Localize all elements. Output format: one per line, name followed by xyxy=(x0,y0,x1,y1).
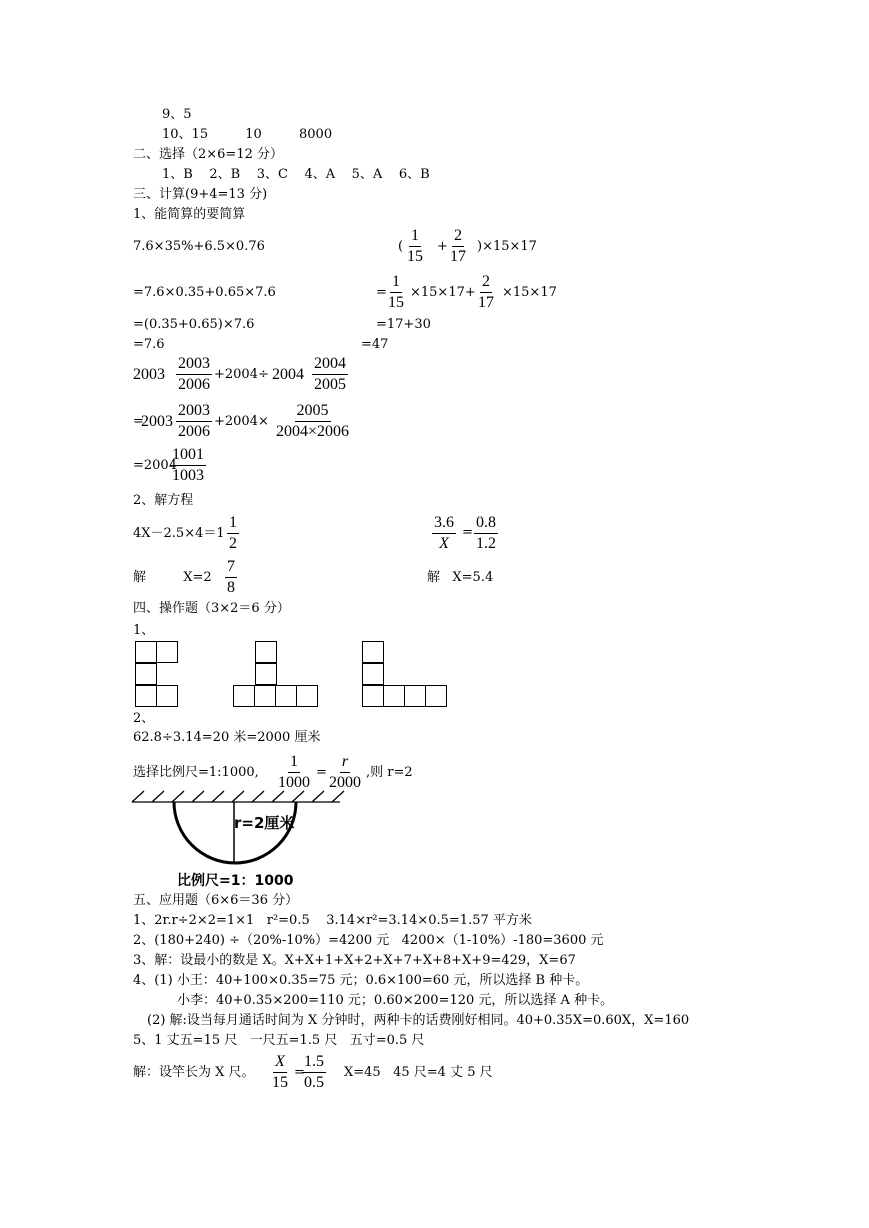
calc2-close: )×15×17 xyxy=(477,239,537,254)
sub-heading-2: 2、解方程 xyxy=(133,493,194,508)
fraction-1-2: $\frac{1}{2}$ xyxy=(229,514,237,552)
net-cell xyxy=(156,685,178,707)
net-cell xyxy=(425,685,447,707)
calc3-mid: +2004× xyxy=(214,414,269,429)
calc2-line3: =17+30 xyxy=(376,317,431,332)
net-cell xyxy=(275,685,297,707)
calc2-open-paren: ( xyxy=(398,239,404,254)
equation-1: 4X－2.5×4＝1 xyxy=(133,526,225,541)
net-cell xyxy=(254,685,276,707)
fraction-1001-1003: $\frac{1001}{1003}$ xyxy=(172,446,204,484)
net-cell xyxy=(404,685,426,707)
radius-label: r=2厘米 xyxy=(234,814,295,832)
application-4b: 小李：40+0.35×200=110 元；0.60×200=120 元，所以选择 A 种卡。 xyxy=(177,993,614,1008)
operation-2-result: ,则 r=2 xyxy=(366,765,413,780)
calc1-line1: 7.6×35%+6.5×0.76 xyxy=(133,239,265,254)
equation-2-solution: 解 X=5.4 xyxy=(427,570,494,585)
net-cell xyxy=(233,685,255,707)
application-1: 1、2r.r÷2×2=1×1 r²=0.5 3.14×r²=3.14×0.5=1.57 平方米 xyxy=(133,913,532,928)
application-4c: (2) 解:设当每月通话时间为 X 分钟时，两种卡的话费刚好相同。40+0.35X=0.60X，X=160 xyxy=(147,1013,690,1028)
fraction-1.5-0.5: $\frac{1.5}{0.5}$ xyxy=(304,1053,324,1091)
ground-hatching xyxy=(132,791,344,802)
net-edge xyxy=(156,662,178,686)
net-cell xyxy=(362,663,384,685)
net-cell xyxy=(135,685,157,707)
application-5b: 解：设竿长为 X 尺。 xyxy=(133,1065,255,1080)
operation-2-label: 2、 xyxy=(133,711,155,726)
mixed-whole-2003-b: 2003 xyxy=(141,413,173,430)
mixed-whole-2003: 2003 xyxy=(133,366,165,383)
fraction-2-17: $\frac{2}{17}$ xyxy=(450,227,466,265)
application-4a: 4、(1) 小王：40+100×0.35=75 元；0.6×100=60 元，所以选择 B 种卡。 xyxy=(133,973,589,988)
fraction-r-2000: $\frac{r}{2000}$ xyxy=(329,753,361,791)
net-cell xyxy=(255,663,277,685)
operation-2-scale: 选择比例尺=1:1000, xyxy=(133,765,259,780)
fraction-2003-2006: $\frac{2003}{2006}$ xyxy=(178,355,210,393)
net-cell xyxy=(362,641,384,663)
calc1-line2: =7.6×0.35+0.65×7.6 xyxy=(133,285,276,300)
operation-1-label: 1、 xyxy=(133,623,155,638)
section-3-heading: 三、计算(9+4=13 分) xyxy=(133,187,268,202)
fraction-1-15-b: $\frac{1}{15}$ xyxy=(388,273,404,311)
scale-label: 比例尺=1：1000 xyxy=(177,873,294,889)
fraction-X-15: $\frac{X}{15}$ xyxy=(272,1053,288,1091)
net-cell xyxy=(156,641,178,663)
section-2-answers: 1、B 2、B 3、C 4、A 5、A 6、B xyxy=(162,167,430,182)
operation-2-eq: = xyxy=(316,765,327,780)
calc3-plus-div: +2004÷ xyxy=(214,367,269,382)
calc2-plus: + xyxy=(437,239,448,254)
calc1-line4: =7.6 xyxy=(133,337,165,352)
fraction-3.6-X: $\frac{3.6}{X}$ xyxy=(434,514,454,552)
calc3-result: =2004 xyxy=(133,458,177,473)
fraction-0.8-1.2: $\frac{0.8}{1.2}$ xyxy=(476,514,496,552)
application-5a: 5、1 丈五=15 尺 一尺五=1.5 尺 五寸=0.5 尺 xyxy=(133,1033,425,1048)
fraction-2003-2006-b: $\frac{2003}{2006}$ xyxy=(178,402,210,440)
section-4-heading: 四、操作题（3×2＝6 分） xyxy=(133,601,290,616)
calc1-line3: =(0.35+0.65)×7.6 xyxy=(133,317,255,332)
calc2-end: ×15×17 xyxy=(502,285,557,300)
fraction-2005-product: $\frac{2005}{2004\times 2006}$ xyxy=(276,402,350,440)
application-2: 2、(180+240) ÷（20%-10%）=4200 元 4200×（1-10%）-180=3600 元 xyxy=(133,933,604,948)
sub-heading-1: 1、能简算的要简算 xyxy=(133,207,246,222)
section-5-heading: 五、应用题（6×6＝36 分） xyxy=(133,893,299,908)
calc3-eq: = xyxy=(133,414,144,429)
net-cell xyxy=(383,685,405,707)
fraction-1-1000: $\frac{1}{1000}$ xyxy=(278,753,310,791)
semicircle-arc xyxy=(174,802,296,863)
calc2-line4: =47 xyxy=(361,337,389,352)
section-2-heading: 二、选择（2×6=12 分） xyxy=(133,147,284,162)
application-5-eq: = xyxy=(294,1065,305,1080)
operation-2-line1: 62.8÷3.14=20 米=2000 厘米 xyxy=(133,730,321,745)
net-cell xyxy=(135,663,157,685)
calc2-eq: = xyxy=(376,285,387,300)
net-cell xyxy=(135,641,157,663)
fraction-2004-2005: $\frac{2004}{2005}$ xyxy=(314,355,346,393)
net-cell xyxy=(255,641,277,663)
fraction-2-17-b: $\frac{2}{17}$ xyxy=(478,273,494,311)
answer-9: 9、5 xyxy=(162,107,192,122)
application-3: 3、解：设最小的数是 X。X+X+1+X+2+X+7+X+8+X+9=429，X=67 xyxy=(133,953,576,968)
mixed-whole-2004: 2004 xyxy=(272,366,304,383)
fraction-7-8: $\frac{7}{8}$ xyxy=(227,558,235,596)
fraction-1-15: $\frac{1}{15}$ xyxy=(407,227,423,265)
net-cell xyxy=(362,685,384,707)
net-cell xyxy=(296,685,318,707)
equation-2-eq: = xyxy=(462,525,473,540)
equation-1-solution: 解 X=2 xyxy=(133,570,212,585)
application-5-result: X=45 45 尺=4 丈 5 尺 xyxy=(344,1065,493,1080)
calc2-mid: ×15×17+ xyxy=(410,285,476,300)
answer-10: 10、15 10 8000 xyxy=(162,127,333,142)
